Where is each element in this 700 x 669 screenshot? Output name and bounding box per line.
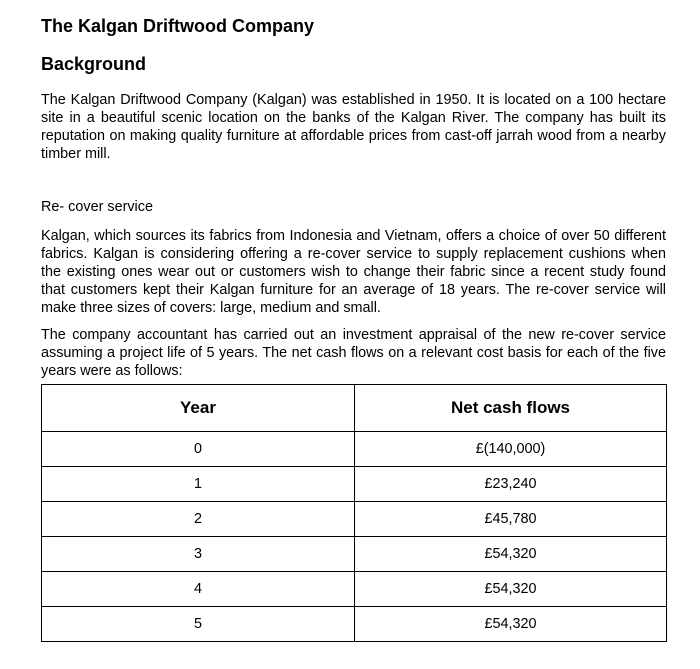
cell-year: 4 [42, 572, 355, 607]
cell-year: 1 [42, 467, 355, 502]
cell-net-cash-flow: £54,320 [355, 537, 667, 572]
cell-net-cash-flow: £45,780 [355, 502, 667, 537]
header-year: Year [42, 385, 355, 432]
table-row [42, 572, 667, 607]
table-row [42, 432, 667, 467]
cell-year: 3 [42, 537, 355, 572]
cell-year: 5 [42, 607, 355, 642]
net-cash-flows-table [41, 384, 667, 642]
table-row [42, 537, 667, 572]
cell-net-cash-flow: £54,320 [355, 607, 667, 642]
paragraph-recover-service: Kalgan, which sources its fabrics from Indonesia and Vietnam, offers a choice of over 50 different fabrics. Kalgan is considering offering a re-cover service to supply replacement cushions when the existing ones wear out or customers wish to change their fabric since a recent study found that customers kept their Kalgan furniture for an average of 18 years. The re-cover service will make three sizes of covers: large, medium and small. [41, 228, 666, 316]
table-row [42, 502, 667, 537]
cell-year: 0 [42, 432, 355, 467]
table-header-row [42, 385, 667, 432]
cell-net-cash-flow: £54,320 [355, 572, 667, 607]
cell-year: 2 [42, 502, 355, 537]
document-title: The Kalgan Driftwood Company [41, 16, 315, 36]
section-heading-background: Background [41, 54, 147, 74]
paragraph-investment-appraisal: The company accountant has carried out an investment appraisal of the new re-cover service assuming a project life of 5 years. The net cash flows on a relevant cost basis for each of the five years were as follows: [41, 327, 666, 379]
subheading-recover-service: Re- cover service [41, 199, 153, 215]
table-row [42, 607, 667, 642]
paragraph-background: The Kalgan Driftwood Company (Kalgan) was established in 1950. It is located on a 100 hectare site in a beautiful scenic location on the banks of the Kalgan River. The company has built its reputation on making quality furniture at affordable prices from cast-off jarrah wood from a nearby timber mill. [41, 92, 666, 162]
header-net-cash-flows: Net cash flows [355, 385, 667, 432]
cell-net-cash-flow: £23,240 [355, 467, 667, 502]
table-row [42, 467, 667, 502]
cell-net-cash-flow: £(140,000) [355, 432, 667, 467]
